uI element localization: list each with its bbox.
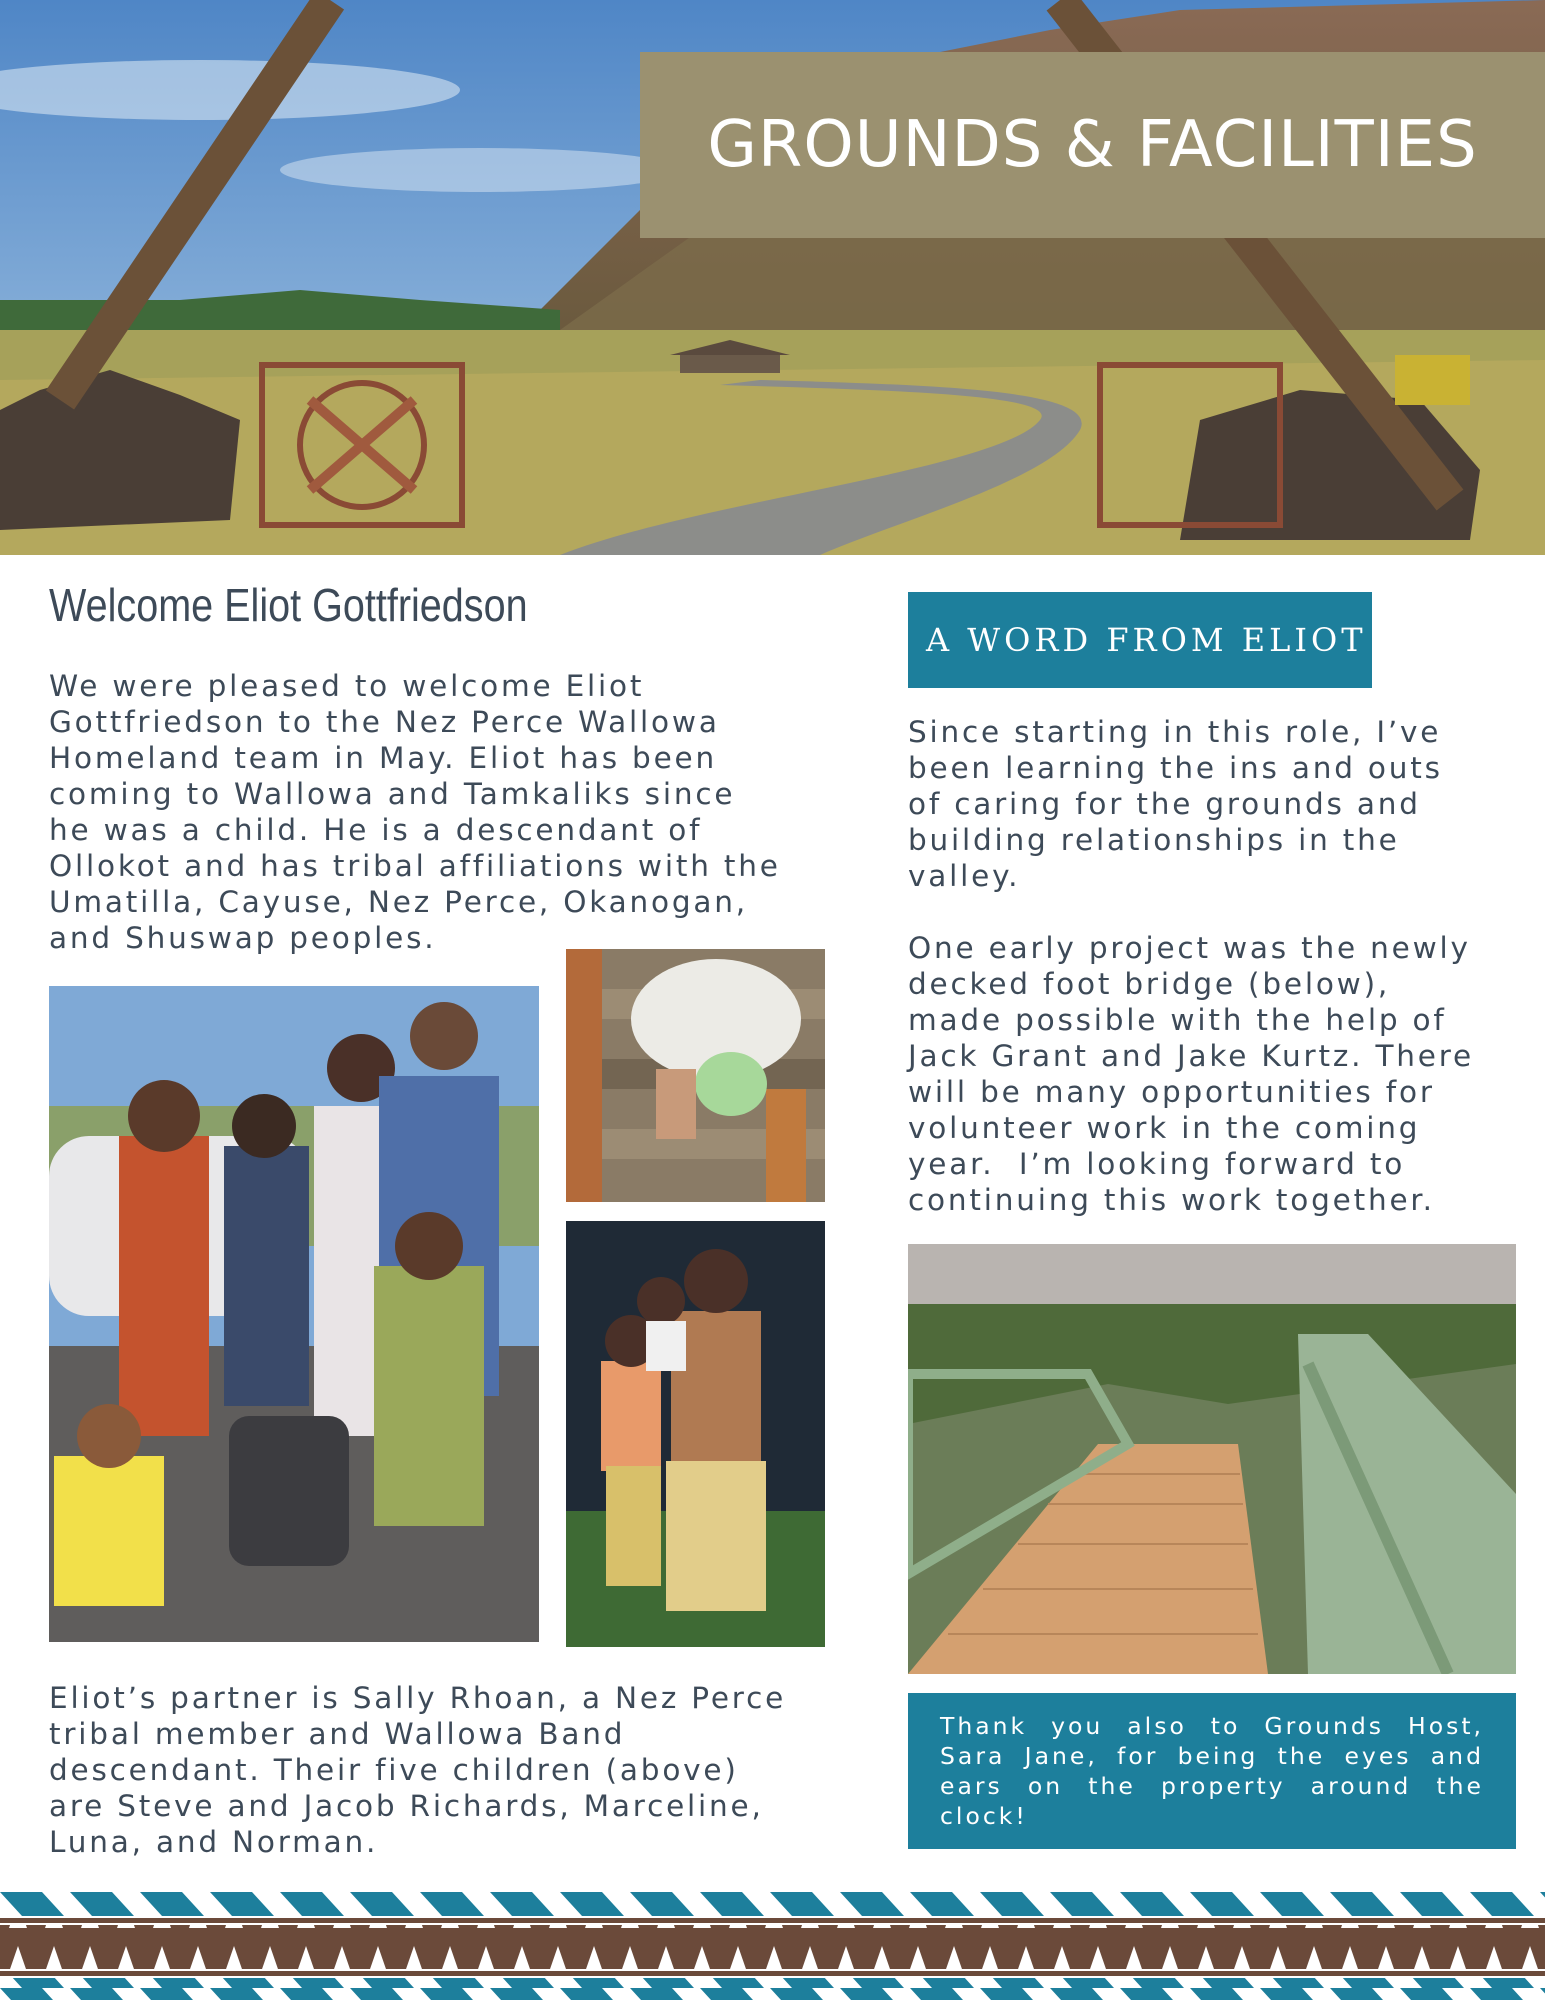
word-from-eliot-banner (908, 592, 1372, 688)
eliot-paragraph-2: One early project was the newly decked foot bridge (below), made possible with the help of Jack Grant and Jake Kurtz. There will be many opportunities for volunteer work in the coming year. I’m looking forward to continuing this work together. (908, 931, 1474, 1217)
bridge-work-photo (566, 949, 825, 1202)
hero-photo (0, 0, 1545, 555)
family-caption-text: Eliot’s partner is Sally Rhoan, a Nez Perce tribal member and Wallowa Band descendant. Their five children (above) are Steve and Jacob Richards, Marceline, Luna, and Norman. (49, 1681, 787, 1859)
welcome-heading: Welcome Eliot Gottfriedson (49, 579, 528, 631)
page-title: GROUNDS & FACILITIES (707, 108, 1478, 182)
foot-bridge-photo (908, 1244, 1516, 1674)
thanks-callout (908, 1693, 1516, 1849)
welcome-intro-text: We were pleased to welcome Eliot Gottfriedson to the Nez Perce Wallowa Homeland team in May. Eliot has been coming to Wallowa and Tamkaliks since he was a child. He is a descendant of Ollokot and has tribal affiliations with the Umatilla, Cayuse, Nez Perce, Okanogan, and Shuswap peoples. (49, 669, 781, 955)
dancer-family-photo (566, 1221, 825, 1647)
family-photo (49, 986, 539, 1642)
section-title-banner (640, 52, 1545, 238)
word-from-eliot-label: A WORD FROM ELIOT (926, 621, 1367, 659)
thanks-text: Thank you also to Grounds Host, Sara Jane, for being the eyes and ears on the property around the clock! (940, 1712, 1484, 1830)
eliot-paragraph-1: Since starting in this role, I’ve been learning the ins and outs of caring for the grounds and building relationships in the valley. (908, 715, 1443, 893)
decorative-border (0, 1892, 1545, 2000)
